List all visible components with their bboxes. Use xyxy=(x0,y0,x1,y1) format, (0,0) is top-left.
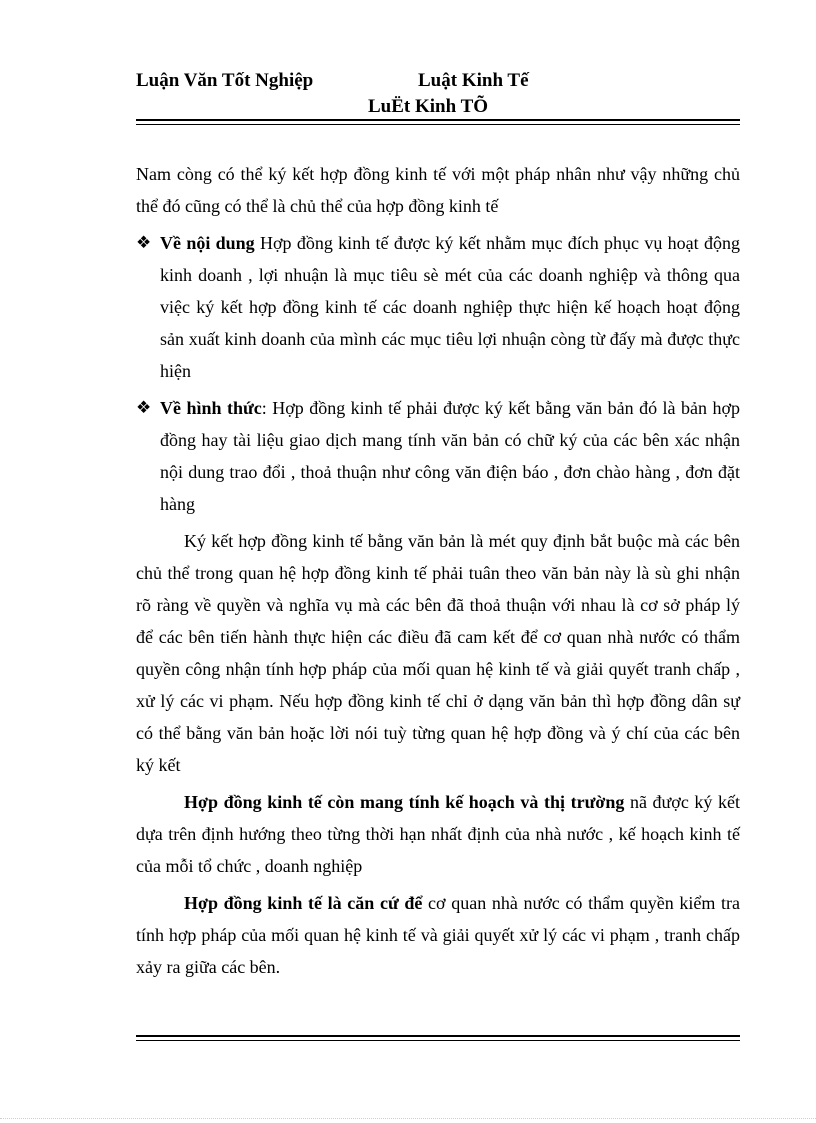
header-thesis-title: Luận Văn Tốt Nghiệp xyxy=(136,70,314,91)
header-subject-title: Luật Kinh Tế xyxy=(418,70,529,91)
bullet-form xyxy=(136,392,740,520)
diamond-bullet-icon: ❖ xyxy=(136,233,152,252)
paragraph-bold-lead: Hợp đồng kinh tế là căn cứ để xyxy=(184,893,423,913)
page-edge-dotted-line xyxy=(0,1118,816,1119)
bullet-text: Hợp đồng kinh tế được ký kết nhằm mục đích phục vụ hoạt động kinh doanh , lợi nhuận là mục tiêu sè mét của các doanh nghiệp và thông qua việc ký kết hợp đồng kinh tế các doanh nghiệp thực hiện kế hoạch hoạt động sản xuất kinh doanh của mình các mục tiêu lợi nhuận còng từ đấy mà được thực hiện xyxy=(160,233,740,381)
bullet-content xyxy=(136,227,740,387)
document-body xyxy=(136,158,740,988)
header-subtitle: LuËt Kinh TÕ xyxy=(368,96,489,117)
footer-divider xyxy=(136,1035,740,1041)
paragraph-written-form: Ký kết hợp đồng kinh tế bằng văn bản là mét quy định bắt buộc mà các bên chủ thể trong quan hệ hợp đồng kinh tế phải tuân theo văn bản này là sù ghi nhận rõ ràng về quyền và nghĩa vụ mà các bên đã thoả thuận với nhau là cơ sở pháp lý để các bên tiến hành thực hiện các điều đã cam kết để cơ quan nhà nước có thẩm quyền công nhận tính hợp pháp của mối quan hệ kinh tế và giải quyết tranh chấp , xử lý các vi phạm. Nếu hợp đồng kinh tế chỉ ở dạng văn bản thì hợp đồng dân sự có thể bằng văn bản hoặc lời nói tuỳ từng quan hệ hợp đồng và ý chí của các bên ký kết xyxy=(136,531,740,775)
header-divider xyxy=(136,119,740,125)
paragraph-text: nã được ký kết dựa trên định hướng theo từng thời hạn nhất định của nhà nước , kế hoạch kinh tế của mỗi tổ chức , doanh nghiệp xyxy=(136,792,740,876)
paragraph-legal-basis xyxy=(136,887,740,983)
intro-paragraph: Nam còng có thể ký kết hợp đồng kinh tế với một pháp nhân như vậy những chủ thể đó cũng có thể là chủ thể của hợp đồng kinh tế xyxy=(136,164,740,216)
diamond-bullet-icon: ❖ xyxy=(136,398,152,417)
bullet-label: Về hình thức xyxy=(160,398,262,418)
paragraph-bold-lead: Hợp đồng kinh tế còn mang tính kế hoạch và thị trường xyxy=(184,792,625,812)
bullet-label: Về nội dung xyxy=(160,233,255,253)
paragraph-text: cơ quan nhà nước có thẩm quyền kiểm tra tính hợp pháp của mối quan hệ kinh tế và giải quyết xử lý các vi phạm , tranh chấp xảy ra giữa các bên. xyxy=(136,893,740,977)
paragraph-plan-market xyxy=(136,786,740,882)
bullet-text: : Hợp đồng kinh tế phải được ký kết bằng văn bản đó là bản hợp đồng hay tài liệu giao dịch mang tính văn bản có chữ ký của các bên xác nhận nội dung trao đổi , thoả thuận như công văn điện báo , đơn chào hàng , đơn đặt hàng xyxy=(160,398,740,514)
